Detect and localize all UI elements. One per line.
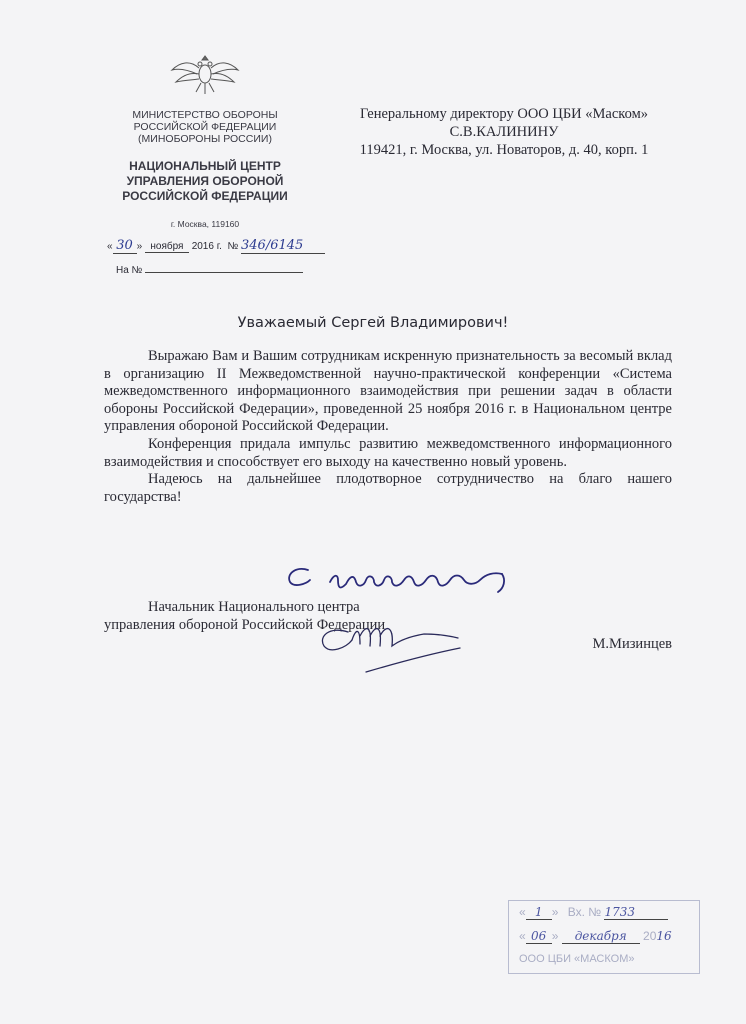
handwritten-closing [280, 560, 530, 596]
body-paragraph: Надеюсь на дальнейшее плодотворное сотрудничество на благо нашего государства! [104, 471, 672, 505]
outgoing-number: 346/6145 [241, 238, 325, 254]
reference-line [116, 262, 303, 276]
eagle-emblem-icon [170, 52, 240, 96]
registration-stamp [508, 900, 700, 974]
letter-body [104, 348, 672, 506]
body-paragraph: Выражаю Вам и Вашим сотрудникам искренную признательность за весомый вклад в организацию II Межведомственной научно-практической конференции «Система межведомственного информационного взаимодействия при решении задач в области обороны Российской Федерации», проведенной 25 ноября 2016 г. в Национальном центре управления обороной Российской Федерации. [104, 348, 672, 435]
greeting: Уважаемый Сергей Владимирович! [237, 315, 509, 331]
reference-label: На № [116, 265, 143, 276]
stamp-row-date: « 06 » декабря 2016 [519, 929, 672, 943]
outgoing-date-line: « 30 » ноября 2016 г. № 346/6145 [107, 238, 325, 254]
recipient-address: 119421, г. Москва, ул. Новаторов, д. 40, корп. 1 [359, 142, 649, 158]
stamp-vh-label: Вх. № [567, 905, 602, 919]
date-year: 2016 г. [191, 241, 222, 252]
signer-name: М.Мизинцев [592, 636, 672, 652]
stamp-year-prefix: 20 [643, 929, 657, 943]
stamp-row-number: « 1 » Вх. № 1733 [519, 905, 668, 920]
date-month: ноября [145, 241, 189, 253]
date-day: 30 [113, 238, 137, 254]
stamp-vh-number: 1733 [604, 905, 668, 920]
number-label: № [227, 241, 239, 252]
sender-city: г. Москва, 119160 [170, 219, 240, 229]
stamp-day: 06 [526, 929, 552, 944]
stamp-copies: 1 [526, 905, 552, 920]
recipient-name: С.В.КАЛИНИНУ [449, 124, 559, 140]
signature [300, 614, 470, 678]
center-name: НАЦИОНАЛЬНЫЙ ЦЕНТР УПРАВЛЕНИЯ ОБОРОНОЙ РОССИЙСКОЙ ФЕДЕРАЦИИ [122, 159, 288, 203]
ministry-name: МИНИСТЕРСТВО ОБОРОНЫ РОССИЙСКОЙ ФЕДЕРАЦИИ (МИНОБОРОНЫ РОССИИ) [132, 109, 278, 145]
body-paragraph: Конференция придала импульс развитию межведомственного информационного взаимодействия и способствует его выходу на качественно новый уровень. [104, 435, 672, 470]
signer-position: Начальник Национального центра управления обороной Российской Федерации [104, 599, 386, 633]
stamp-org: ООО ЦБИ «МАСКОМ» [519, 953, 635, 965]
stamp-month: декабря [562, 929, 640, 944]
reference-blank [145, 262, 303, 273]
recipient-title: Генеральному директору ООО ЦБИ «Маском» [359, 106, 649, 122]
stamp-year-suffix: 16 [656, 929, 672, 943]
